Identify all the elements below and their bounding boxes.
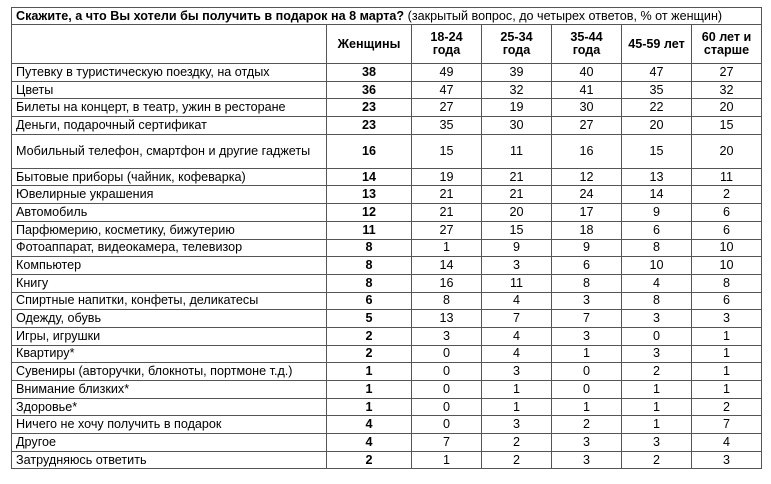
cell-age-value: 49 xyxy=(412,64,482,82)
cell-age-value: 19 xyxy=(482,99,552,117)
cell-women-total: 5 xyxy=(327,310,412,328)
table-row xyxy=(12,81,762,99)
table-row xyxy=(12,398,762,416)
cell-women-total: 36 xyxy=(327,81,412,99)
table-title xyxy=(12,8,762,25)
header-row xyxy=(12,25,762,64)
row-label: Билеты на концерт, в театр, ужин в ресторане xyxy=(12,99,327,117)
cell-age-value: 0 xyxy=(412,398,482,416)
cell-age-value: 21 xyxy=(412,204,482,222)
cell-age-value: 1 xyxy=(622,416,692,434)
row-label: Автомобиль xyxy=(12,204,327,222)
cell-age-value: 3 xyxy=(622,345,692,363)
cell-women-total: 2 xyxy=(327,451,412,469)
row-label: Мобильный телефон, смартфон и другие гаджеты xyxy=(12,134,327,168)
cell-age-value: 3 xyxy=(552,327,622,345)
cell-age-value: 1 xyxy=(552,398,622,416)
cell-age-value: 8 xyxy=(692,274,762,292)
cell-age-value: 1 xyxy=(552,345,622,363)
cell-age-value: 32 xyxy=(692,81,762,99)
table-row xyxy=(12,274,762,292)
cell-age-value: 10 xyxy=(622,257,692,275)
cell-age-value: 15 xyxy=(482,221,552,239)
cell-age-value: 6 xyxy=(692,204,762,222)
cell-age-value: 27 xyxy=(692,64,762,82)
cell-women-total: 8 xyxy=(327,239,412,257)
cell-age-value: 15 xyxy=(692,117,762,135)
cell-age-value: 8 xyxy=(622,239,692,257)
table-row xyxy=(12,257,762,275)
cell-age-value: 1 xyxy=(692,381,762,399)
title-question: Скажите, а что Вы хотели бы получить в подарок на 8 марта? xyxy=(16,8,405,23)
cell-age-value: 6 xyxy=(692,221,762,239)
row-label: Игры, игрушки xyxy=(12,327,327,345)
cell-age-value: 35 xyxy=(622,81,692,99)
cell-age-value: 2 xyxy=(552,416,622,434)
row-label: Бытовые приборы (чайник, кофеварка) xyxy=(12,168,327,186)
row-label: Книгу xyxy=(12,274,327,292)
cell-women-total: 1 xyxy=(327,381,412,399)
cell-age-value: 0 xyxy=(412,345,482,363)
cell-women-total: 11 xyxy=(327,221,412,239)
header-age-25-34: 25-34 года xyxy=(482,25,552,64)
cell-women-total: 13 xyxy=(327,186,412,204)
cell-age-value: 18 xyxy=(552,221,622,239)
cell-age-value: 11 xyxy=(692,168,762,186)
row-label: Путевку в туристическую поездку, на отдых xyxy=(12,64,327,82)
cell-age-value: 1 xyxy=(482,381,552,399)
cell-women-total: 8 xyxy=(327,274,412,292)
row-label: Деньги, подарочный сертификат xyxy=(12,117,327,135)
row-label: Парфюмерию, косметику, бижутерию xyxy=(12,221,327,239)
cell-age-value: 8 xyxy=(622,292,692,310)
cell-age-value: 7 xyxy=(482,310,552,328)
cell-age-value: 8 xyxy=(552,274,622,292)
row-label: Затрудняюсь ответить xyxy=(12,451,327,469)
table-row xyxy=(12,186,762,204)
row-label: Компьютер xyxy=(12,257,327,275)
cell-age-value: 0 xyxy=(412,381,482,399)
cell-age-value: 0 xyxy=(412,363,482,381)
cell-age-value: 3 xyxy=(622,310,692,328)
title-row xyxy=(12,8,762,25)
cell-women-total: 16 xyxy=(327,134,412,168)
cell-age-value: 39 xyxy=(482,64,552,82)
cell-women-total: 12 xyxy=(327,204,412,222)
table-row xyxy=(12,99,762,117)
table-row xyxy=(12,416,762,434)
cell-age-value: 6 xyxy=(692,292,762,310)
header-women: Женщины xyxy=(327,25,412,64)
row-label: Здоровье* xyxy=(12,398,327,416)
table-row xyxy=(12,345,762,363)
header-age-45-59: 45-59 лет xyxy=(622,25,692,64)
cell-age-value: 41 xyxy=(552,81,622,99)
cell-age-value: 4 xyxy=(622,274,692,292)
cell-age-value: 30 xyxy=(482,117,552,135)
cell-age-value: 20 xyxy=(692,99,762,117)
cell-age-value: 6 xyxy=(552,257,622,275)
header-age-60-plus: 60 лет и старше xyxy=(692,25,762,64)
cell-women-total: 23 xyxy=(327,99,412,117)
cell-age-value: 14 xyxy=(412,257,482,275)
cell-women-total: 23 xyxy=(327,117,412,135)
row-label: Фотоаппарат, видеокамера, телевизор xyxy=(12,239,327,257)
cell-age-value: 2 xyxy=(692,398,762,416)
cell-age-value: 13 xyxy=(622,168,692,186)
header-empty-cell xyxy=(12,25,327,64)
cell-age-value: 0 xyxy=(622,327,692,345)
table-row xyxy=(12,168,762,186)
cell-age-value: 2 xyxy=(482,451,552,469)
row-label: Внимание близких* xyxy=(12,381,327,399)
cell-women-total: 1 xyxy=(327,398,412,416)
cell-age-value: 1 xyxy=(622,381,692,399)
cell-age-value: 7 xyxy=(552,310,622,328)
table-row xyxy=(12,204,762,222)
table-row xyxy=(12,221,762,239)
cell-age-value: 47 xyxy=(412,81,482,99)
header-age-35-44: 35-44 года xyxy=(552,25,622,64)
cell-age-value: 6 xyxy=(622,221,692,239)
cell-age-value: 9 xyxy=(482,239,552,257)
cell-age-value: 0 xyxy=(552,363,622,381)
cell-age-value: 3 xyxy=(622,434,692,452)
cell-women-total: 1 xyxy=(327,363,412,381)
cell-age-value: 3 xyxy=(482,416,552,434)
title-note: (закрытый вопрос, до четырех ответов, % от женщин) xyxy=(404,8,723,23)
row-label: Цветы xyxy=(12,81,327,99)
cell-age-value: 15 xyxy=(622,134,692,168)
cell-women-total: 2 xyxy=(327,345,412,363)
cell-age-value: 2 xyxy=(692,186,762,204)
cell-age-value: 1 xyxy=(692,363,762,381)
cell-age-value: 27 xyxy=(412,221,482,239)
cell-age-value: 1 xyxy=(412,239,482,257)
cell-age-value: 7 xyxy=(412,434,482,452)
cell-age-value: 3 xyxy=(482,257,552,275)
cell-age-value: 4 xyxy=(692,434,762,452)
header-age-18-24: 18-24 года xyxy=(412,25,482,64)
cell-age-value: 1 xyxy=(482,398,552,416)
row-label: Ювелирные украшения xyxy=(12,186,327,204)
cell-age-value: 9 xyxy=(622,204,692,222)
table-row xyxy=(12,64,762,82)
cell-age-value: 1 xyxy=(692,327,762,345)
cell-age-value: 3 xyxy=(552,434,622,452)
cell-age-value: 3 xyxy=(692,451,762,469)
cell-age-value: 20 xyxy=(482,204,552,222)
cell-age-value: 0 xyxy=(552,381,622,399)
cell-age-value: 14 xyxy=(622,186,692,204)
row-label: Ничего не хочу получить в подарок xyxy=(12,416,327,434)
cell-age-value: 4 xyxy=(482,327,552,345)
cell-age-value: 1 xyxy=(692,345,762,363)
cell-age-value: 47 xyxy=(622,64,692,82)
table-row xyxy=(12,239,762,257)
cell-age-value: 12 xyxy=(552,168,622,186)
table-row xyxy=(12,117,762,135)
cell-age-value: 15 xyxy=(412,134,482,168)
row-label: Сувениры (авторучки, блокноты, портмоне т.д.) xyxy=(12,363,327,381)
cell-women-total: 4 xyxy=(327,416,412,434)
cell-age-value: 21 xyxy=(482,186,552,204)
cell-age-value: 11 xyxy=(482,134,552,168)
cell-age-value: 2 xyxy=(482,434,552,452)
cell-age-value: 9 xyxy=(552,239,622,257)
cell-age-value: 20 xyxy=(622,117,692,135)
cell-age-value: 27 xyxy=(412,99,482,117)
cell-women-total: 8 xyxy=(327,257,412,275)
cell-age-value: 32 xyxy=(482,81,552,99)
cell-age-value: 40 xyxy=(552,64,622,82)
table-row xyxy=(12,310,762,328)
row-label: Другое xyxy=(12,434,327,452)
cell-women-total: 38 xyxy=(327,64,412,82)
cell-age-value: 1 xyxy=(412,451,482,469)
cell-age-value: 30 xyxy=(552,99,622,117)
table-row xyxy=(12,451,762,469)
cell-age-value: 13 xyxy=(412,310,482,328)
cell-age-value: 22 xyxy=(622,99,692,117)
cell-age-value: 10 xyxy=(692,239,762,257)
cell-age-value: 3 xyxy=(482,363,552,381)
row-label: Одежду, обувь xyxy=(12,310,327,328)
cell-age-value: 3 xyxy=(552,451,622,469)
cell-women-total: 14 xyxy=(327,168,412,186)
cell-age-value: 1 xyxy=(622,398,692,416)
cell-age-value: 17 xyxy=(552,204,622,222)
cell-age-value: 4 xyxy=(482,292,552,310)
cell-women-total: 4 xyxy=(327,434,412,452)
cell-age-value: 4 xyxy=(482,345,552,363)
cell-age-value: 35 xyxy=(412,117,482,135)
cell-age-value: 27 xyxy=(552,117,622,135)
cell-age-value: 21 xyxy=(482,168,552,186)
cell-women-total: 6 xyxy=(327,292,412,310)
cell-age-value: 24 xyxy=(552,186,622,204)
row-label: Квартиру* xyxy=(12,345,327,363)
cell-age-value: 16 xyxy=(412,274,482,292)
cell-age-value: 2 xyxy=(622,363,692,381)
cell-age-value: 7 xyxy=(692,416,762,434)
row-label: Спиртные напитки, конфеты, деликатесы xyxy=(12,292,327,310)
table-row xyxy=(12,363,762,381)
cell-age-value: 8 xyxy=(412,292,482,310)
table-row xyxy=(12,292,762,310)
table-row xyxy=(12,381,762,399)
cell-women-total: 2 xyxy=(327,327,412,345)
cell-age-value: 16 xyxy=(552,134,622,168)
table-row xyxy=(12,134,762,168)
table-row xyxy=(12,327,762,345)
cell-age-value: 19 xyxy=(412,168,482,186)
cell-age-value: 10 xyxy=(692,257,762,275)
cell-age-value: 11 xyxy=(482,274,552,292)
survey-table xyxy=(11,7,762,469)
cell-age-value: 2 xyxy=(622,451,692,469)
table-row xyxy=(12,434,762,452)
cell-age-value: 3 xyxy=(692,310,762,328)
cell-age-value: 20 xyxy=(692,134,762,168)
cell-age-value: 3 xyxy=(552,292,622,310)
cell-age-value: 21 xyxy=(412,186,482,204)
cell-age-value: 3 xyxy=(412,327,482,345)
cell-age-value: 0 xyxy=(412,416,482,434)
